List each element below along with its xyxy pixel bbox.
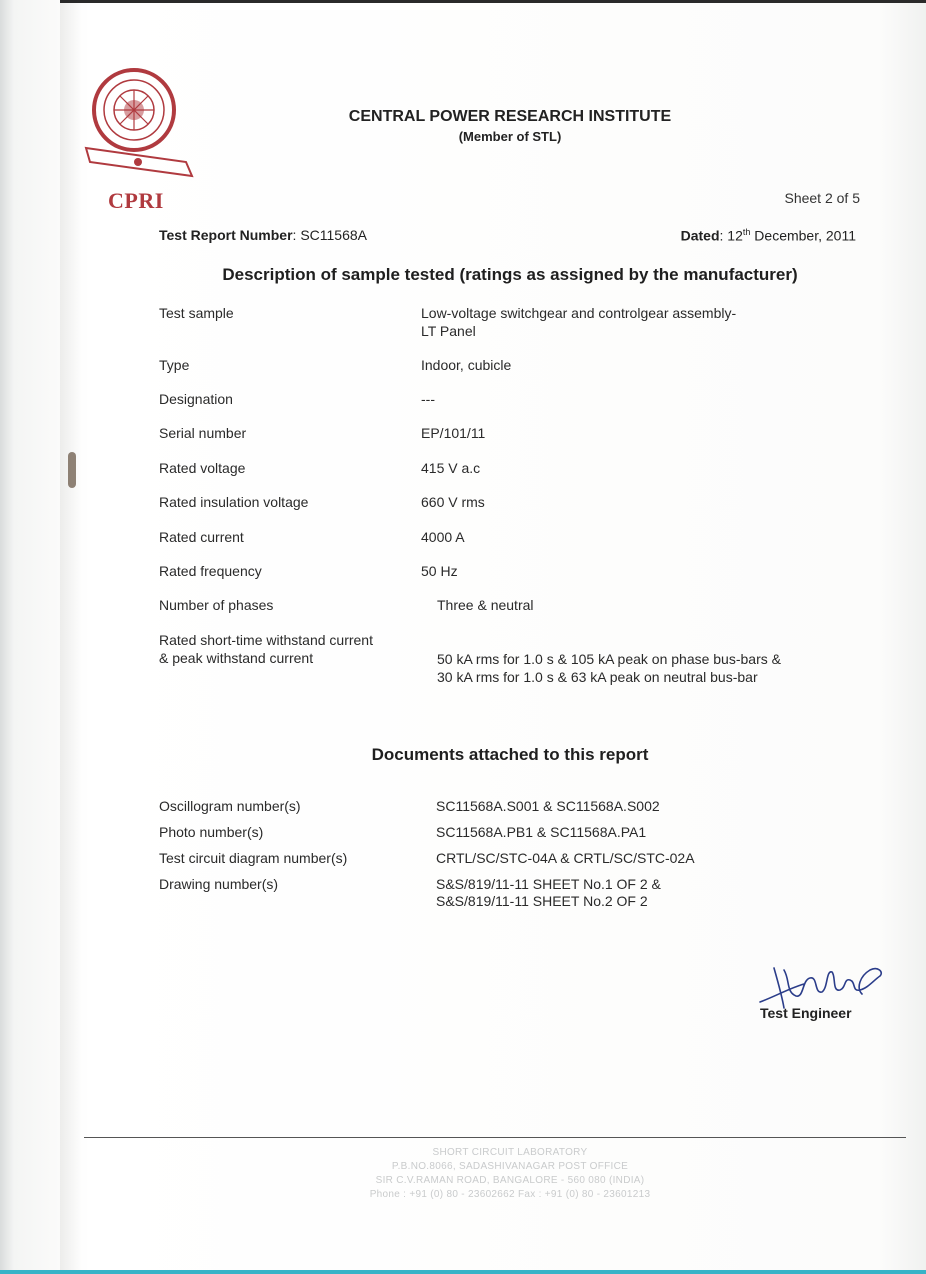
row-value-withstand-phase: 50 kA rms for 1.0 s & 105 kA peak on phase bus-bars & [437,651,781,667]
dated-month-year: December, 2011 [750,227,856,244]
doc-value-oscillogram: SC11568A.S001 & SC11568A.S002 [436,798,660,814]
report-number-value: : SC11568A [292,227,368,243]
doc-label-oscillogram: Oscillogram number(s) [159,798,301,814]
row-label-rated-current: Rated current [159,529,244,545]
sheet-number: Sheet 2 of 5 [784,190,860,206]
cpri-seal-logo [82,62,196,182]
doc-label-photo: Photo number(s) [159,824,264,840]
test-engineer-label: Test Engineer [760,1005,852,1021]
row-label-designation: Designation [159,391,233,407]
report-date [681,227,856,244]
row-value-rated-frequency: 50 Hz [421,563,458,579]
footer-lab-name: SHORT CIRCUIT LABORATORY [432,1147,588,1158]
report-number-label: Test Report Number [159,227,293,243]
institute-subtitle: (Member of STL) [458,129,562,144]
doc-label-circuit-diagram: Test circuit diagram number(s) [159,850,348,866]
doc-value-circuit-diagram: CRTL/SC/STC-04A & CRTL/SC/STC-02A [436,850,695,866]
doc-value-photo: SC11568A.PB1 & SC11568A.PA1 [436,824,647,840]
row-label-serial-number: Serial number [159,425,247,441]
footer-divider [84,1137,906,1138]
row-label-rated-voltage: Rated voltage [159,460,246,476]
row-value-designation: --- [421,391,435,407]
row-label-type: Type [159,357,190,373]
row-label-number-of-phases: Number of phases [159,597,274,613]
page-fold-shadow [60,0,82,1274]
doc-label-drawing: Drawing number(s) [159,876,279,892]
row-label-rated-insulation-voltage: Rated insulation voltage [159,494,309,510]
row-label-peak-withstand-current: & peak withstand current [159,650,314,666]
scan-top-edge [60,0,926,3]
row-value-rated-insulation-voltage: 660 V rms [421,494,485,510]
test-report-number [159,227,367,243]
description-title: Description of sample tested (ratings as assigned by the manufacturer) [222,265,798,284]
doc-value-drawing: S&S/819/11-11 SHEET No.1 OF 2 & [436,876,661,892]
row-value-number-of-phases: Three & neutral [437,597,534,613]
dated-suffix: th [742,227,751,237]
row-value-type: Indoor, cubicle [421,357,512,373]
scan-bottom-edge [0,1270,926,1274]
row-value-rated-voltage: 415 V a.c [421,460,481,476]
cpri-logo-text: CPRI [108,188,164,213]
row-value-test-sample-line2: LT Panel [421,323,476,339]
dated-label: Dated [680,227,720,244]
row-value-rated-current: 4000 A [421,529,465,545]
row-label-rated-frequency: Rated frequency [159,563,262,579]
footer-phone-fax: Phone : +91 (0) 80 - 23602662 Fax : +91 (0) 80 - 23601213 [369,1189,651,1200]
documents-title: Documents attached to this report [371,745,649,764]
row-value-withstand-neutral: 30 kA rms for 1.0 s & 63 kA peak on neutral bus-bar [437,669,758,685]
footer-po-box: P.B.NO.8066, SADASHIVANAGAR POST OFFICE [391,1161,629,1172]
row-value-test-sample: Low-voltage switchgear and controlgear assembly- [421,305,737,321]
binding-mark [68,452,76,488]
doc-value-drawing-line2: S&S/819/11-11 SHEET No.2 OF 2 [436,893,648,909]
row-label-short-time-current: Rated short-time withstand current [159,632,373,648]
row-value-serial-number: EP/101/11 [421,425,486,441]
dated-day: : 12 [719,227,743,244]
footer-address: SIR C.V.RAMAN ROAD, BANGALORE - 560 080 (INDIA) [375,1175,645,1186]
institute-name: CENTRAL POWER RESEARCH INSTITUTE [348,108,672,125]
row-label-test-sample: Test sample [159,305,234,321]
